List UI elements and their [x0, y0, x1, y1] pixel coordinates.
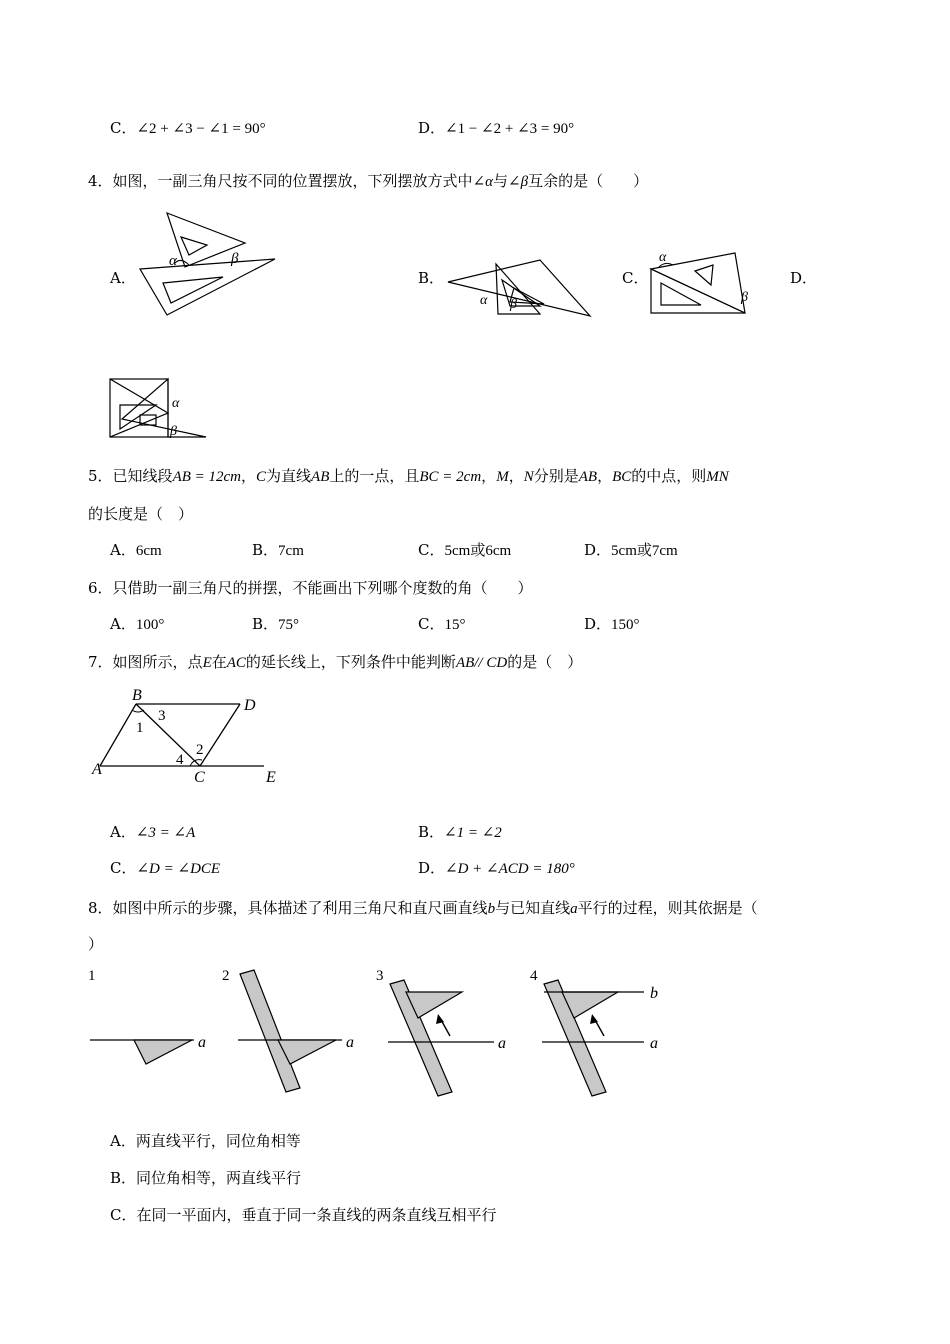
q8-option-a: A．两直线平行，同位角相等: [110, 1132, 301, 1150]
q5-stem: 5．已知线段AB = 12cm，C为直线AB上的一点，且BC = 2cm，M，N分别是AB，BC的中点，则MN: [88, 467, 729, 485]
q3-option-d: D．∠1 − ∠2 + ∠3 = 90°: [418, 119, 575, 137]
svg-text:a: a: [650, 1035, 658, 1052]
svg-text:3: 3: [376, 968, 384, 984]
q4-option-d-label: D．: [790, 269, 818, 287]
svg-text:a: a: [498, 1035, 506, 1052]
q7-figure: [84, 682, 294, 792]
q5-option-c: C．5cm或6cm: [418, 541, 512, 559]
svg-text:2: 2: [222, 968, 230, 984]
q4-figure-d: [108, 375, 208, 440]
svg-text:C: C: [194, 769, 205, 786]
q4-option-a-label: A．: [110, 269, 136, 287]
alpha-label: α: [659, 250, 667, 265]
q8-stem: 8．如图中所示的步骤，具体描述了利用三角尺和直尺画直线b与已知直线a平行的过程，则其依据是（: [88, 899, 758, 917]
svg-text:2: 2: [196, 742, 204, 758]
q7-option-c: C．∠D = ∠DCE: [110, 859, 221, 877]
alpha-label: α: [169, 253, 177, 269]
q7-option-b: B．∠1 = ∠2: [418, 823, 502, 841]
svg-text:1: 1: [88, 968, 96, 984]
q4-figure-b: [440, 258, 600, 320]
q4-figure-a: [135, 205, 280, 320]
q4-figure-c: [645, 245, 760, 320]
q6-option-b: B．75°: [252, 615, 300, 633]
angle-beta: ∠β: [508, 174, 529, 190]
svg-text:a: a: [198, 1034, 206, 1051]
q7-stem: 7．如图所示，点E在AC的延长线上，下列条件中能判断AB// CD的是（ ）: [88, 653, 583, 671]
q3-option-d-expr: ∠1 − ∠2 + ∠3 = 90°: [445, 121, 575, 137]
q7-option-a: A．∠3 = ∠A: [110, 823, 196, 841]
svg-text:A: A: [92, 761, 102, 778]
q4-stem: 4．如图，一副三角尺按不同的位置摆放，下列摆放方式中∠α与∠β互余的是（ ）: [88, 172, 649, 190]
svg-text:a: a: [346, 1034, 354, 1051]
q4-option-c-label: C．: [622, 269, 649, 287]
beta-label: β: [231, 251, 239, 267]
beta-label: β: [741, 290, 748, 305]
q3-option-c: C．∠2 + ∠3 − ∠1 = 90°: [110, 119, 266, 137]
svg-text:1: 1: [136, 720, 144, 736]
angle-alpha: ∠α: [472, 174, 494, 190]
q3-option-c-expr: ∠2 + ∠3 − ∠1 = 90°: [136, 121, 266, 137]
q8-stem-line2: ）: [88, 935, 104, 953]
svg-text:D: D: [244, 697, 256, 714]
alpha-label: α: [480, 293, 488, 308]
q8-option-c: C．在同一平面内，垂直于同一条直线的两条直线互相平行: [110, 1206, 497, 1224]
q4-option-b-label: B．: [418, 269, 445, 287]
q5-option-d: D．5cm或7cm: [584, 541, 678, 559]
q8-figure: [84, 962, 684, 1097]
q5-stem-line2: 的长度是（ ）: [88, 505, 194, 523]
svg-text:3: 3: [158, 708, 166, 724]
q6-stem: 6．只借助一副三角尺的拼摆，不能画出下列哪个度数的角（ ）: [88, 579, 533, 597]
q8-option-b: B．同位角相等，两直线平行: [110, 1169, 302, 1187]
svg-text:B: B: [132, 687, 142, 704]
alpha-label: α: [172, 396, 180, 411]
svg-text:4: 4: [530, 968, 538, 984]
beta-label: β: [510, 297, 517, 312]
q6-option-a: A．100°: [110, 615, 165, 633]
q5-option-a: A．6cm: [110, 541, 162, 559]
svg-text:b: b: [650, 985, 658, 1002]
beta-label: β: [170, 424, 177, 439]
svg-text:4: 4: [176, 752, 184, 768]
q5-option-b: B．7cm: [252, 541, 304, 559]
svg-text:E: E: [266, 769, 276, 786]
q7-option-d: D．∠D + ∠ACD = 180°: [418, 859, 575, 877]
q6-option-d: D．150°: [584, 615, 640, 633]
q6-option-c: C．15°: [418, 615, 466, 633]
